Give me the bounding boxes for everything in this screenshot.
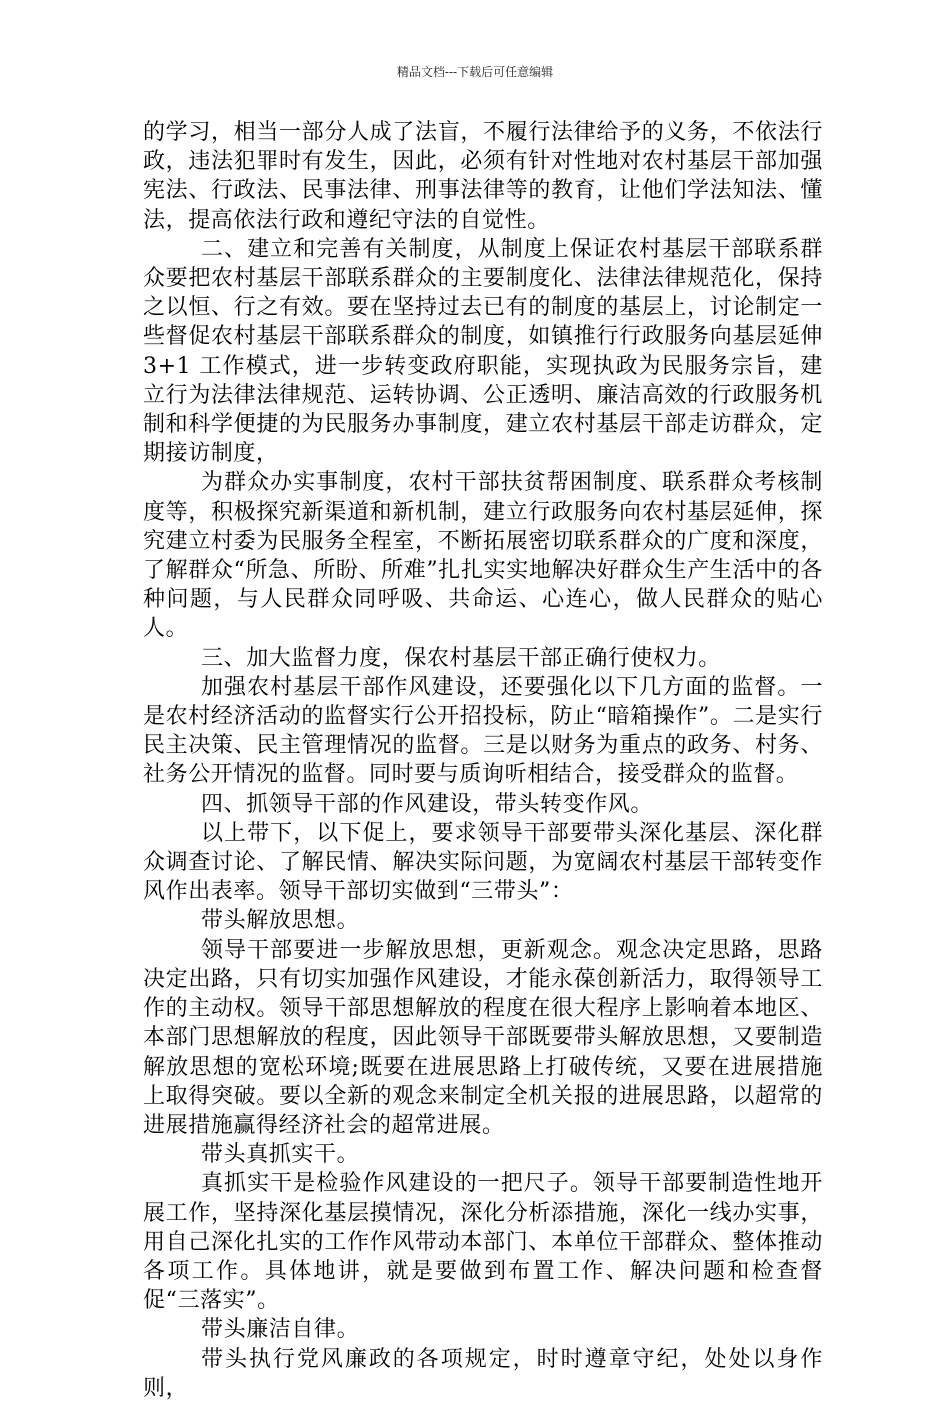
- paragraph: 以上带下，以下促上，要求领导干部要带头深化基层、深化群众调查讨论、了解民情、解决实际问题，为宽阔农村基层干部转变作风作出表率。领导干部切实做到“三带头”：: [143, 820, 823, 905]
- paragraph: 加强农村基层干部作风建设，还要强化以下几方面的监督。一是农村经济活动的监督实行公开招投标，防止“暗箱操作”。二是实行民主决策、民主管理情况的监督。三是以财务为重点的政务、村务、社务公开情况的监督。同时要与质询听相结合，接受群众的监督。: [143, 674, 823, 788]
- paragraph: 领导干部要进一步解放思想，更新观念。观念决定思路，思路决定出路，只有切实加强作风建设，才能永葆创新活力，取得领导工作的主动权。领导干部思想解放的程度在很大程序上影响着本地区、本部门思想解放的程度，因此领导干部既要带头解放思想，又要制造解放思想的宽松环境;既要在进展思路上打破传统，又要在进展措施上取得突破。要以全新的观念来制定全机关报的进展思路，以超常的进展措施赢得经济社会的超常进展。: [143, 937, 823, 1138]
- subheading: 带头解放思想。: [201, 908, 360, 934]
- paragraph: 带头执行党风廉政的各项规定，时时遵章守纪，处处以身作则，: [143, 1346, 823, 1401]
- paragraph: 二、建立和完善有关制度，从制度上保证农村基层干部联系群众要把农村基层干部联系群众的主要制度化、法律法律规范化，保持之以恒、行之有效。要在坚持过去已有的制度的基层上，讨论制定一些督促农村基层干部联系群众的制度，如镇推行行政服务向基层延伸 3+1 工作模式，进一步转变政府职能，实现执政为民服务宗旨，建立行为法律法律规范、运转协调、公正透明、廉洁高效的行政服务机制和科学便捷的为民服务办事制度，建立农村基层干部走访群众，定期接访制度，: [143, 236, 823, 467]
- subheading: 带头廉洁自律。: [201, 1317, 360, 1343]
- page-header-watermark: 精品文档---下载后可任意编辑: [396, 65, 554, 79]
- paragraph: 的学习，相当一部分人成了法盲，不履行法律给予的义务，不依法行政，违法犯罪时有发生，因此，必须有针对性地对农村基层干部加强宪法、行政法、民事法律、刑事法律等的教育，让他们学法知法、懂法，提高依法行政和遵纪守法的自觉性。: [143, 120, 823, 233]
- document-body: [143, 118, 823, 1403]
- section-heading: 三、加大监督力度，保农村基层干部正确行使权力。: [201, 645, 721, 671]
- paragraph: 为群众办实事制度，农村干部扶贫帮困制度、联系群众考核制度等，积极探究新渠道和新机制，建立行政服务向农村基层延伸，探究建立村委为民服务全程室，不断拓展密切联系群众的广度和深度，了解群众“所急、所盼、所难”扎扎实实地解决好群众生产生活中的各种问题，与人民群众同呼吸、共命运、心连心，做人民群众的贴心人。: [143, 470, 823, 642]
- paragraph: 真抓实干是检验作风建设的一把尺子。领导干部要制造性地开展工作，坚持深化基层摸情况，深化分析添措施，深化一线办实事，用自己深化扎实的工作作风带动本部门、本单位干部群众、整体推动各项工作。具体地讲，就是要做到布置工作、解决问题和检查督促“三落实”。: [143, 1171, 823, 1314]
- subheading: 带头真抓实干。: [201, 1142, 360, 1168]
- section-heading: 四、抓领导干部的作风建设，带头转变作风。: [201, 791, 654, 817]
